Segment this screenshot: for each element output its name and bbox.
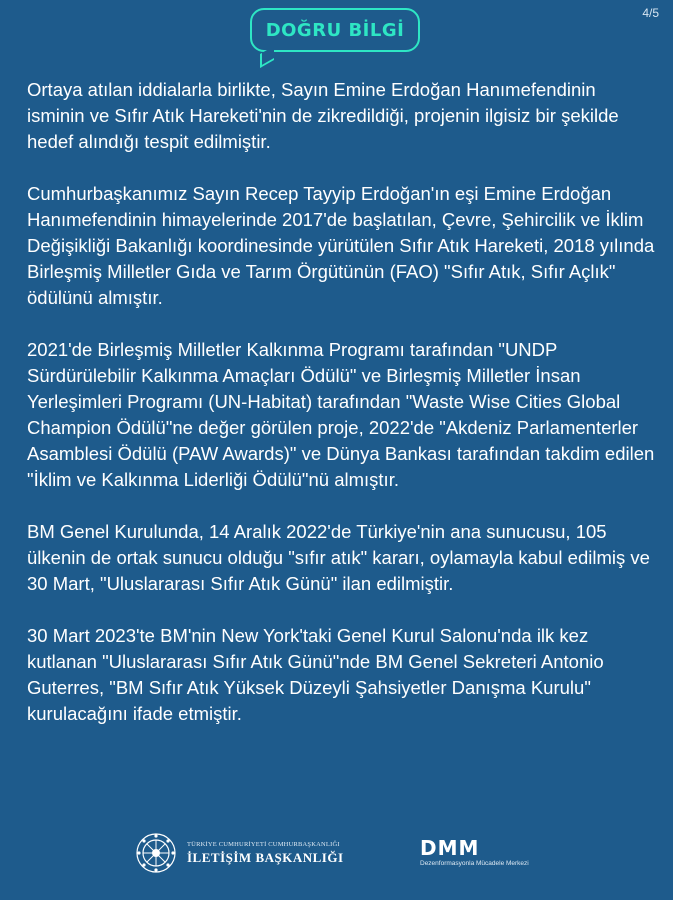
dmm-title: DMM xyxy=(420,836,480,860)
paragraph-4: BM Genel Kurulunda, 14 Aralık 2022'de Türkiye'nin ana sunucusu, 105 ülkenin de ortak sunucu olduğu "sıfır atık" kararı, oylamayla kabul edilmiş ve 30 Mart, "Uluslararası Sıfır Atık Günü" ilan edilmiştir. xyxy=(27,521,650,594)
paragraph-5: 30 Mart 2023'te BM'nin New York'taki Genel Kurul Salonu'nda ilk kez kutlanan "Uluslararası Sıfır Atık Günü"nde BM Genel Sekreteri Antonio Guterres, "BM Sıfır Atık Yüksek Düzeyli Şahsiyetler Danışma Kurulu" kurulacağını ifade etmiştir. xyxy=(27,625,604,724)
dmm-logo xyxy=(420,838,529,867)
iletisim-emblem-icon xyxy=(135,832,177,874)
paragraph-2: Cumhurbaşkanımız Sayın Recep Tayyip Erdoğan'ın eşi Emine Erdoğan Hanımefendinin himayelerinde 2017'de başlatılan, Çevre, Şehircilik ve İklim Değişikliği Bakanlığı koordinesinde yürütülen Sıfır Atık Hareketi, 2018 yılında Birleşmiş Milletler Gıda ve Tarım Örgütünün (FAO) "Sıfır Atık, Sıfır Açlık" ödülünü almıştır. xyxy=(27,183,655,308)
iletisim-title: İLETİŞİM BAŞKANLIĞI xyxy=(187,849,344,865)
dmm-subtitle: Dezenformasyonla Mücadele Merkezi xyxy=(420,860,529,867)
article-body xyxy=(27,77,657,753)
paragraph-3: 2021'de Birleşmiş Milletler Kalkınma Programı tarafından "UNDP Sürdürülebilir Kalkınma Amaçları Ödülü" ve Birleşmiş Milletler İnsan Yerleşimleri Programı (UN-Habitat) tarafından "Waste Wise Cities Global Champion Ödülü"ne değer görülen proje, 2022'de "Akdeniz Parlamenterler Asamblesi Ödülü (PAW Awards)" ve Dünya Bankası tarafından takdim edilen "İklim ve Kalkınma Liderliği Ödülü"nü almıştır. xyxy=(27,339,655,490)
dogru-bilgi-badge: DOĞRU BİLGİ xyxy=(250,8,420,52)
iletisim-subtitle: TÜRKİYE CUMHURİYETİ CUMHURBAŞKANLIĞI xyxy=(187,840,340,848)
iletisim-text xyxy=(187,841,344,866)
paragraph-1: Ortaya atılan iddialarla birlikte, Sayın Emine Erdoğan Hanımefendinin isminin ve Sıfır Atık Hareketi'nin de zikredildiği, projenin ilgisiz bir şekilde hedef alındığı tespit edilmiştir. xyxy=(27,79,619,152)
footer xyxy=(0,828,673,878)
iletisim-logo xyxy=(135,832,344,874)
page-counter: 4/5 xyxy=(642,6,659,20)
